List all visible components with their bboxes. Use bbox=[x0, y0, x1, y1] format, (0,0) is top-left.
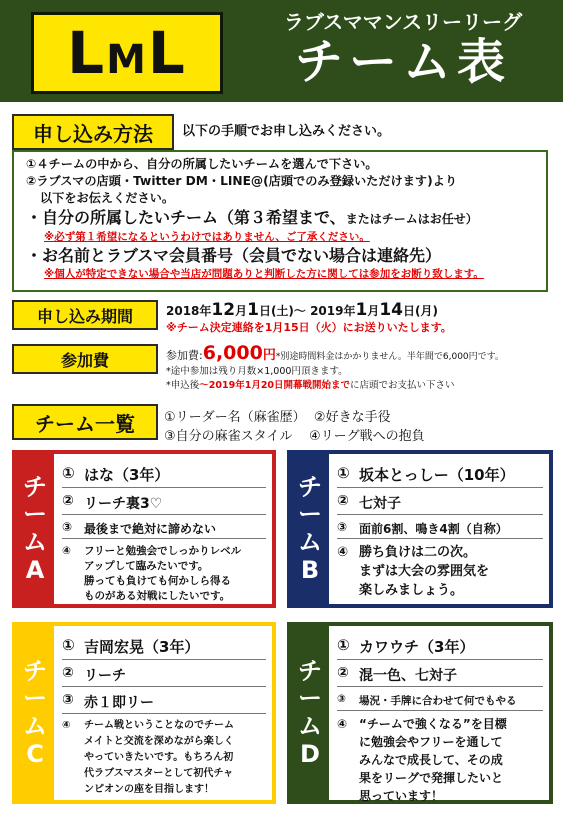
logo-letter-l2: L bbox=[147, 19, 187, 87]
team-a-leader: ① はな（3年） bbox=[62, 458, 266, 488]
team-a-aspiration: ④ フリーと勉強会でしっかりレベル アップして臨みたいです。 勝っても負けても何かしら得る ものがある対戦にしたいです。 bbox=[62, 545, 242, 602]
apply-step-1: ①４チームの中から、自分の所属したいチームを選んで下さい。 bbox=[26, 157, 378, 171]
team-a-style: ③ 最後まで絶対に諦めない bbox=[62, 515, 266, 539]
apply-period-note: ※チーム決定連絡を1月15日（火）にお送りいたします。 bbox=[166, 321, 452, 334]
apply-method-label: 申し込み方法 bbox=[12, 114, 174, 150]
team-d-label: チ ー ム D bbox=[291, 626, 329, 800]
team-c-label: チ ー ム C bbox=[16, 626, 54, 800]
team-b-label: チ ー ム B bbox=[291, 454, 329, 604]
team-list-legend-2: ③自分の麻雀スタイル ④リーグ戦への抱負 bbox=[164, 429, 425, 444]
fee-amount: 6,000 bbox=[202, 342, 263, 364]
apply-note-1: ※必ず第１希望になるというわけではありません、ご了承ください。 bbox=[44, 231, 370, 243]
team-b-leader: ① 坂本とっしー（10年） bbox=[337, 458, 543, 488]
fee-note-midway: *途中参加は残り月数×1,000円頂きます。 bbox=[166, 366, 348, 377]
team-d-leader: ① カワウチ（3年） bbox=[337, 630, 543, 660]
team-c-style: ③ 赤１即リー bbox=[62, 687, 266, 714]
team-list-label: チーム一覧 bbox=[12, 404, 158, 440]
apply-note-2: ※個人が特定できない場合や当店が問題ありと判断した方に関しては参加をお断り致します。 bbox=[44, 268, 484, 280]
apply-step-2: ②ラブスマの店頭・Twitter DM・LINE@(店頭でのみ登録いただけます)より bbox=[26, 174, 458, 188]
fee-label: 参加費 bbox=[12, 344, 158, 374]
apply-item-member: ・お名前とラブスマ会員番号（会員でない場合は連絡先） bbox=[26, 246, 442, 265]
fee-note-payment: *申込後～2019年1月20日開幕戦開始までに店頭でお支払い下さい bbox=[166, 380, 455, 391]
team-a-card bbox=[12, 450, 276, 608]
team-c-favorite-hand: ② リーチ bbox=[62, 660, 266, 687]
logo-letter-m: M bbox=[106, 37, 148, 83]
team-a-favorite-hand: ② リーチ裏3♡ bbox=[62, 488, 266, 515]
lml-logo bbox=[31, 12, 223, 94]
team-b-favorite-hand: ② 七対子 bbox=[337, 488, 543, 515]
team-c-card bbox=[12, 622, 276, 804]
header-banner bbox=[0, 0, 563, 102]
team-c-leader: ① 吉岡宏晃（3年） bbox=[62, 630, 266, 660]
logo-letter-l1: L bbox=[67, 19, 107, 87]
team-b-aspiration: ④ 勝ち負けは二の次。 まずは大会の雰囲気を 楽しみましょう。 bbox=[337, 545, 490, 598]
team-list-legend-1: ①リーダー名（麻雀歴） ②好きな手役 bbox=[164, 410, 391, 425]
page-title: チーム表 bbox=[294, 34, 511, 90]
fee-amount-line: 参加費:6,000円*別途時間料金はかかりません。半年間で6,000円です。 bbox=[166, 342, 504, 364]
apply-steps-box bbox=[12, 150, 548, 292]
apply-item-team: ・自分の所属したいチーム（第３希望まで、またはチームはお任せ） bbox=[26, 208, 478, 227]
team-d-style: ③ 場況・手牌に合わせて何でもやる bbox=[337, 687, 543, 711]
team-b-style: ③ 面前6割、鳴き4割（自称） bbox=[337, 515, 543, 539]
team-d-favorite-hand: ② 混一色、七対子 bbox=[337, 660, 543, 687]
team-c-aspiration: ④ チーム戦ということなのでチーム メイトと交流を深めながら楽しく やっていきたいです。もちろん初 代ラブスマスターとして初代チャ ンピオンの座を目指します！ bbox=[62, 720, 234, 795]
apply-period-label: 申し込み期間 bbox=[12, 300, 158, 330]
apply-period-dates: 2018年12月1日(土)～ 2019年1月14日(月) bbox=[166, 300, 438, 320]
team-d-card bbox=[287, 622, 553, 804]
apply-intro: 以下の手順でお申し込みください。 bbox=[182, 124, 391, 139]
apply-step-2-cont: 以下をお伝えください。 bbox=[40, 191, 175, 205]
team-b-card bbox=[287, 450, 553, 608]
league-name: ラブスママンスリーリーグ bbox=[283, 10, 523, 34]
team-a-label: チ ー ム A bbox=[16, 454, 54, 604]
team-d-aspiration: ④ “チームで強くなる”を目標 に勉強会やフリーを通して みんなで成長して、その成 果をリーグで発揮したいと 思っています！ bbox=[337, 717, 507, 803]
